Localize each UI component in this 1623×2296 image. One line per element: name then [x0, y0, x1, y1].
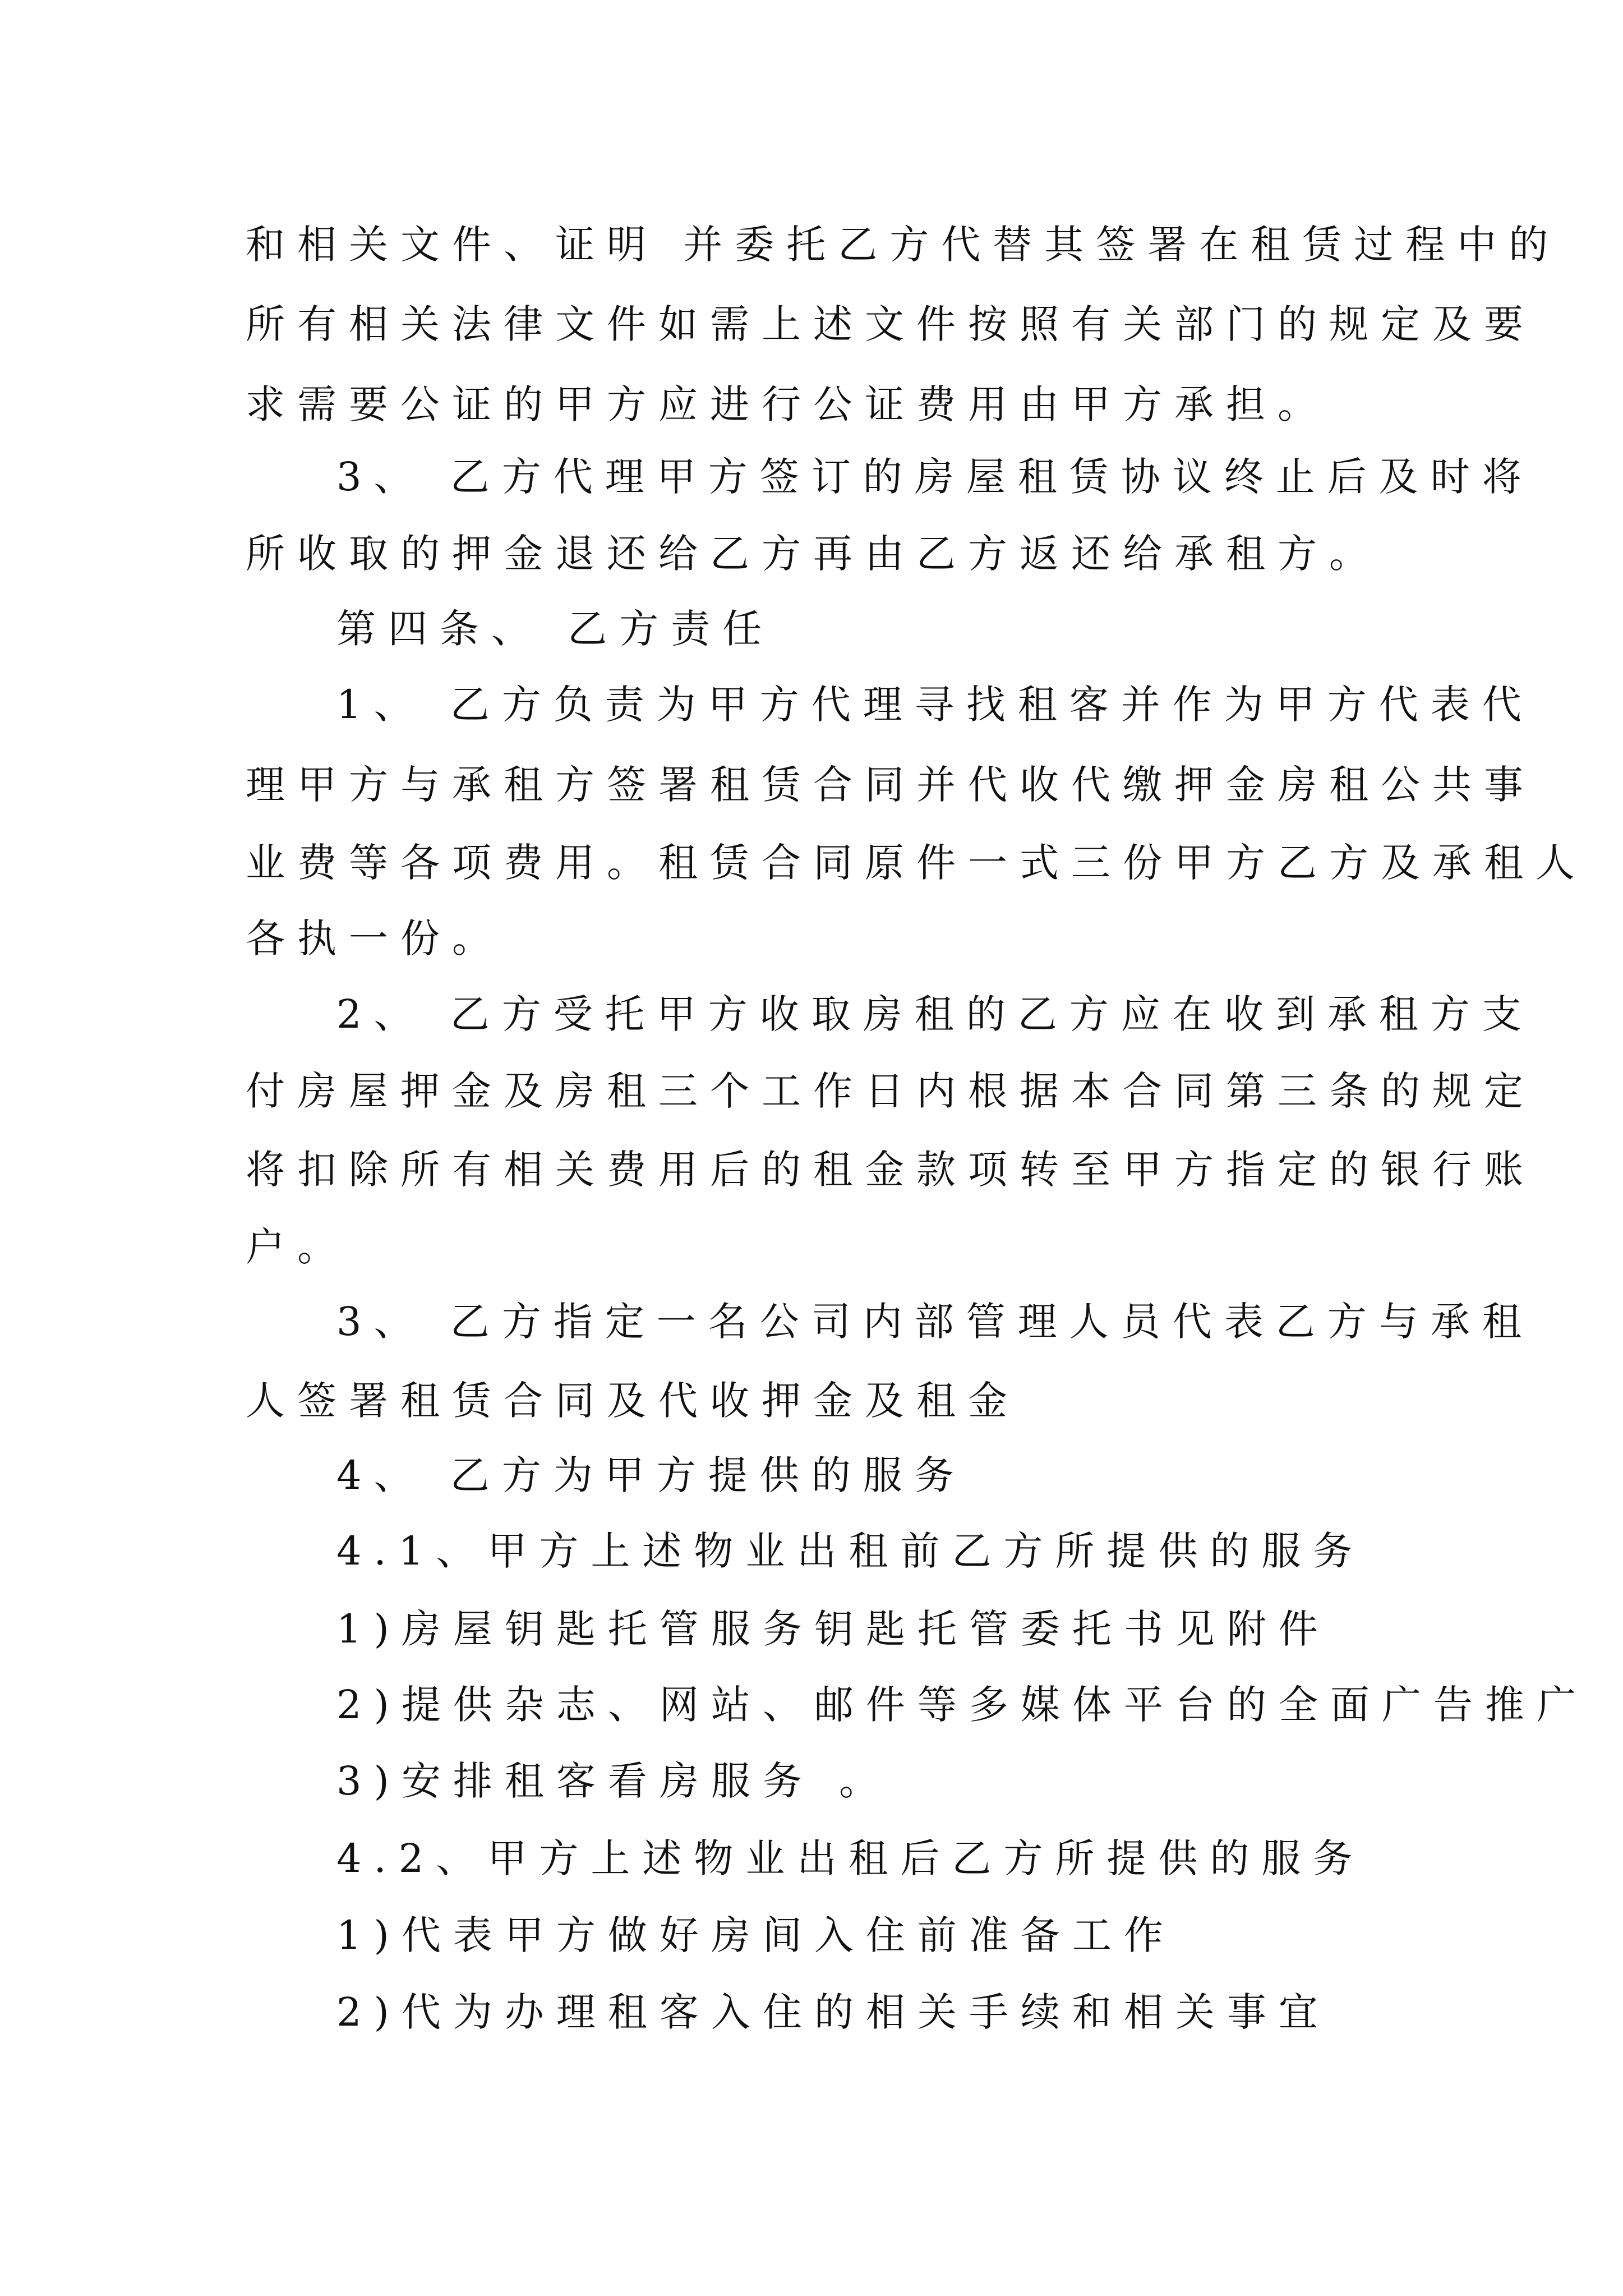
text-line: 2)提供杂志、网站、邮件等多媒体平台的全面广告推广 [336, 1682, 1588, 1728]
text-line: 1、 乙方负责为甲方代理寻找租客并作为甲方代表代 [336, 682, 1534, 728]
text-line: 2)代为办理租客入住的相关手续和相关事宜 [336, 1989, 1330, 2035]
text-line: 1)房屋钥匙托管服务钥匙托管委托书见附件 [336, 1606, 1330, 1652]
text-line: 2、 乙方受托甲方收取房租的乙方应在收到承租方支 [336, 991, 1534, 1037]
text-line: 求需要公证的甲方应进行公证费用由甲方承担。 [246, 381, 1329, 427]
text-line: 人签署租赁合同及代收押金及租金 [246, 1378, 1020, 1424]
text-line: 付房屋押金及房租三个工作日内根据本合同第三条的规定 [246, 1068, 1536, 1114]
section-heading: 第四条、 乙方责任 [336, 606, 774, 652]
text-line: 3)安排租客看房服务 。 [336, 1758, 891, 1804]
text-line: 理甲方与承租方签署租赁合同并代收代缴押金房租公共事 [246, 762, 1536, 808]
text-line: 1)代表甲方做好房间入住前准备工作 [336, 1912, 1175, 1958]
text-line: 4、 乙方为甲方提供的服务 [336, 1452, 966, 1498]
text-line: 所收取的押金退还给乙方再由乙方返还给承租方。 [246, 531, 1381, 577]
text-line: 3、 乙方指定一名公司内部管理人员代表乙方与承租 [336, 1299, 1534, 1345]
text-line: 4.2、甲方上述物业出租后乙方所提供的服务 [336, 1835, 1365, 1881]
text-line: 各执一份。 [246, 915, 504, 961]
text-line: 和相关文件、证明 并委托乙方代替其签署在租赁过程中的 [246, 222, 1561, 268]
text-line: 将扣除所有相关费用后的租金款项转至甲方指定的银行账 [246, 1147, 1536, 1193]
text-line: 业费等各项费用。租赁合同原件一式三份甲方乙方及承租人 [246, 840, 1587, 886]
text-line: 3、 乙方代理甲方签订的房屋租赁协议终止后及时将 [336, 454, 1534, 500]
text-line: 4.1、甲方上述物业出租前乙方所提供的服务 [336, 1528, 1365, 1574]
text-line: 所有相关法律文件如需上述文件按照有关部门的规定及要 [246, 301, 1536, 347]
text-line: 户。 [246, 1224, 349, 1270]
